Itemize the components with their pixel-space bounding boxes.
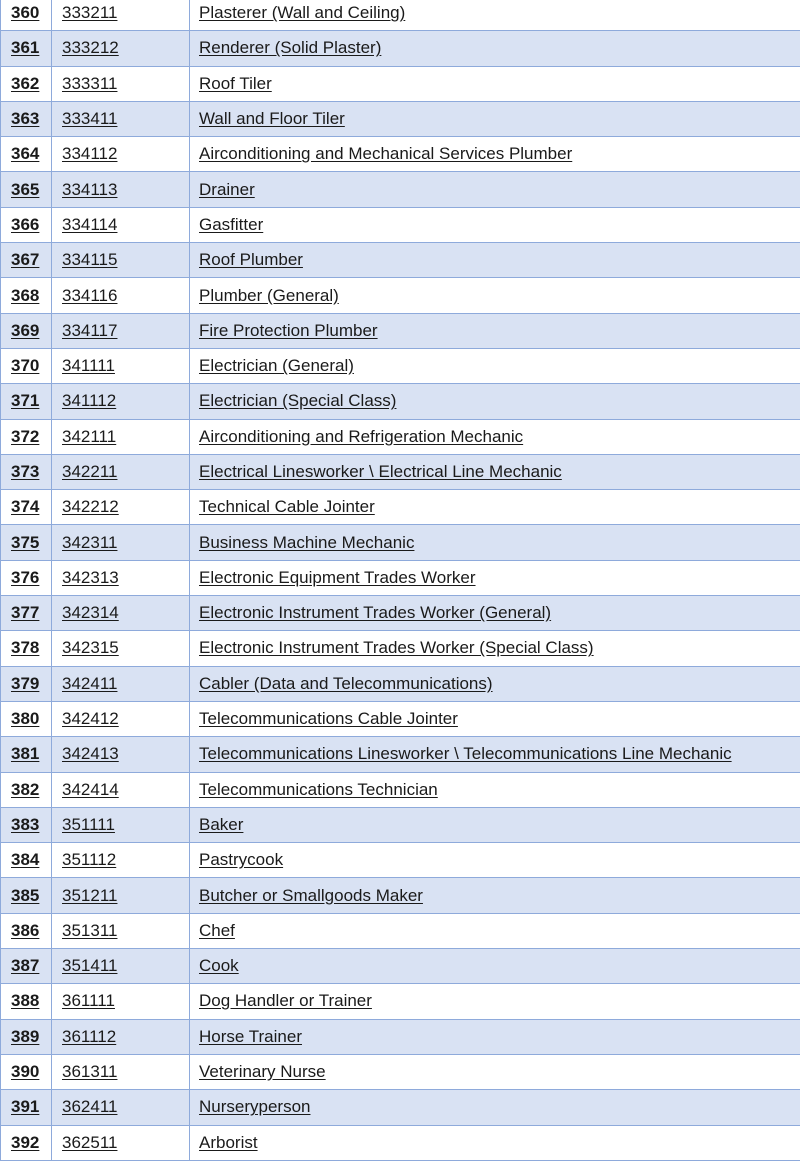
table-row (1, 66, 800, 101)
occupation-title-link[interactable]: Chef (190, 913, 800, 948)
table-row (1, 243, 800, 278)
row-number-link[interactable]: 364 (1, 137, 52, 172)
table-row (1, 949, 800, 984)
occupation-title-link[interactable]: Technical Cable Jointer (190, 490, 800, 525)
occupation-title-link[interactable]: Electrician (General) (190, 348, 800, 383)
occupation-title-link[interactable]: Horse Trainer (190, 1019, 800, 1054)
occupation-code-link[interactable]: 342111 (52, 419, 190, 454)
occupation-title-link[interactable]: Butcher or Smallgoods Maker (190, 878, 800, 913)
row-number-link[interactable]: 387 (1, 949, 52, 984)
occupation-title-link[interactable]: Electrician (Special Class) (190, 384, 800, 419)
occupation-code-link[interactable]: 333311 (52, 66, 190, 101)
row-number-link[interactable]: 367 (1, 243, 52, 278)
occupation-code-link[interactable]: 361111 (52, 984, 190, 1019)
row-number-link[interactable]: 389 (1, 1019, 52, 1054)
occupation-code-link[interactable]: 342414 (52, 772, 190, 807)
occupation-title-link[interactable]: Cook (190, 949, 800, 984)
occupation-title-link[interactable]: Veterinary Nurse (190, 1054, 800, 1089)
occupation-title-link[interactable]: Nurseryperson (190, 1090, 800, 1125)
occupation-code-link[interactable]: 334112 (52, 137, 190, 172)
table-row (1, 313, 800, 348)
row-number-link[interactable]: 385 (1, 878, 52, 913)
table-row (1, 560, 800, 595)
table-row (1, 454, 800, 489)
occupation-title-link[interactable]: Arborist (190, 1125, 800, 1160)
table-row (1, 666, 800, 701)
occupation-code-link[interactable]: 333211 (52, 0, 190, 31)
table-row (1, 878, 800, 913)
occupation-code-link[interactable]: 342411 (52, 666, 190, 701)
occupation-title-link[interactable]: Roof Tiler (190, 66, 800, 101)
occupation-code-link[interactable]: 362511 (52, 1125, 190, 1160)
occupation-code-link[interactable]: 342212 (52, 490, 190, 525)
occupation-code-link[interactable]: 351211 (52, 878, 190, 913)
row-number-link[interactable]: 383 (1, 807, 52, 842)
occupation-code-link[interactable]: 334117 (52, 313, 190, 348)
row-number-link[interactable]: 380 (1, 701, 52, 736)
occupation-table-body (1, 0, 800, 1160)
occupation-title-link[interactable]: Electronic Instrument Trades Worker (General) (190, 596, 800, 631)
occupation-code-link[interactable]: 341112 (52, 384, 190, 419)
row-number-link[interactable]: 388 (1, 984, 52, 1019)
table-row (1, 1125, 800, 1160)
row-number-link[interactable]: 381 (1, 737, 52, 772)
row-number-link[interactable]: 360 (1, 0, 52, 31)
occupation-title-link[interactable]: Baker (190, 807, 800, 842)
occupation-code-link[interactable]: 334114 (52, 207, 190, 242)
table-row (1, 807, 800, 842)
occupation-title-link[interactable]: Pastrycook (190, 843, 800, 878)
table-row (1, 348, 800, 383)
occupation-code-link[interactable]: 342313 (52, 560, 190, 595)
table-row (1, 1090, 800, 1125)
occupation-title-link[interactable]: Electronic Instrument Trades Worker (Special Class) (190, 631, 800, 666)
row-number-link[interactable]: 377 (1, 596, 52, 631)
row-number-link[interactable]: 374 (1, 490, 52, 525)
table-row (1, 137, 800, 172)
occupation-title-link[interactable]: Renderer (Solid Plaster) (190, 31, 800, 66)
table-row (1, 490, 800, 525)
row-number-link[interactable]: 372 (1, 419, 52, 454)
occupation-code-link[interactable]: 334115 (52, 243, 190, 278)
occupation-code-link[interactable]: 351311 (52, 913, 190, 948)
row-number-link[interactable]: 382 (1, 772, 52, 807)
row-number-link[interactable]: 362 (1, 66, 52, 101)
occupation-title-link[interactable]: Gasfitter (190, 207, 800, 242)
row-number-link[interactable]: 391 (1, 1090, 52, 1125)
occupation-title-link[interactable]: Electronic Equipment Trades Worker (190, 560, 800, 595)
occupation-code-link[interactable]: 351411 (52, 949, 190, 984)
row-number-link[interactable]: 361 (1, 31, 52, 66)
row-number-link[interactable]: 368 (1, 278, 52, 313)
table-row (1, 843, 800, 878)
occupation-code-link[interactable]: 342413 (52, 737, 190, 772)
table-row (1, 0, 800, 31)
occupation-title-link[interactable]: Fire Protection Plumber (190, 313, 800, 348)
occupation-title-link[interactable]: Telecommunications Linesworker \ Telecommunications Line Mechanic (190, 737, 800, 772)
occupation-code-link[interactable]: 362411 (52, 1090, 190, 1125)
occupation-title-link[interactable]: Plasterer (Wall and Ceiling) (190, 0, 800, 31)
occupation-code-link[interactable]: 333212 (52, 31, 190, 66)
occupation-title-link[interactable]: Dog Handler or Trainer (190, 984, 800, 1019)
occupation-title-link[interactable]: Electrical Linesworker \ Electrical Line Mechanic (190, 454, 800, 489)
occupation-code-link[interactable]: 341111 (52, 348, 190, 383)
table-row (1, 525, 800, 560)
table-row (1, 984, 800, 1019)
occupation-code-link[interactable]: 342315 (52, 631, 190, 666)
occupation-title-link[interactable]: Wall and Floor Tiler (190, 101, 800, 136)
occupation-title-link[interactable]: Drainer (190, 172, 800, 207)
table-row (1, 31, 800, 66)
table-row (1, 737, 800, 772)
row-number-link[interactable]: 375 (1, 525, 52, 560)
row-number-link[interactable]: 384 (1, 843, 52, 878)
row-number-link[interactable]: 379 (1, 666, 52, 701)
table-row (1, 172, 800, 207)
row-number-link[interactable]: 365 (1, 172, 52, 207)
row-number-link[interactable]: 369 (1, 313, 52, 348)
occupation-title-link[interactable]: Business Machine Mechanic (190, 525, 800, 560)
occupation-title-link[interactable]: Airconditioning and Refrigeration Mechanic (190, 419, 800, 454)
occupation-code-link[interactable]: 361311 (52, 1054, 190, 1089)
row-number-link[interactable]: 392 (1, 1125, 52, 1160)
occupation-title-link[interactable]: Plumber (General) (190, 278, 800, 313)
table-row (1, 1019, 800, 1054)
row-number-link[interactable]: 390 (1, 1054, 52, 1089)
occupation-title-link[interactable]: Airconditioning and Mechanical Services Plumber (190, 137, 800, 172)
occupation-title-link[interactable]: Telecommunications Cable Jointer (190, 701, 800, 736)
occupation-code-link[interactable]: 361112 (52, 1019, 190, 1054)
table-row (1, 701, 800, 736)
occupation-code-link[interactable]: 342314 (52, 596, 190, 631)
occupation-title-link[interactable]: Cabler (Data and Telecommunications) (190, 666, 800, 701)
occupation-code-link[interactable]: 342412 (52, 701, 190, 736)
table-row (1, 772, 800, 807)
row-number-link[interactable]: 371 (1, 384, 52, 419)
occupation-code-link[interactable]: 351112 (52, 843, 190, 878)
occupation-title-link[interactable]: Telecommunications Technician (190, 772, 800, 807)
table-row (1, 101, 800, 136)
row-number-link[interactable]: 376 (1, 560, 52, 595)
table-row (1, 596, 800, 631)
row-number-link[interactable]: 373 (1, 454, 52, 489)
occupation-code-link[interactable]: 351111 (52, 807, 190, 842)
table-row (1, 384, 800, 419)
occupation-title-link[interactable]: Roof Plumber (190, 243, 800, 278)
row-number-link[interactable]: 366 (1, 207, 52, 242)
table-row (1, 1054, 800, 1089)
occupation-code-link[interactable]: 342211 (52, 454, 190, 489)
row-number-link[interactable]: 378 (1, 631, 52, 666)
table-row (1, 913, 800, 948)
row-number-link[interactable]: 386 (1, 913, 52, 948)
occupation-code-link[interactable]: 334116 (52, 278, 190, 313)
table-row (1, 631, 800, 666)
row-number-link[interactable]: 370 (1, 348, 52, 383)
occupation-code-link[interactable]: 342311 (52, 525, 190, 560)
occupation-code-link[interactable]: 334113 (52, 172, 190, 207)
row-number-link[interactable]: 363 (1, 101, 52, 136)
occupation-code-link[interactable]: 333411 (52, 101, 190, 136)
table-row (1, 207, 800, 242)
table-row (1, 278, 800, 313)
table-row (1, 419, 800, 454)
